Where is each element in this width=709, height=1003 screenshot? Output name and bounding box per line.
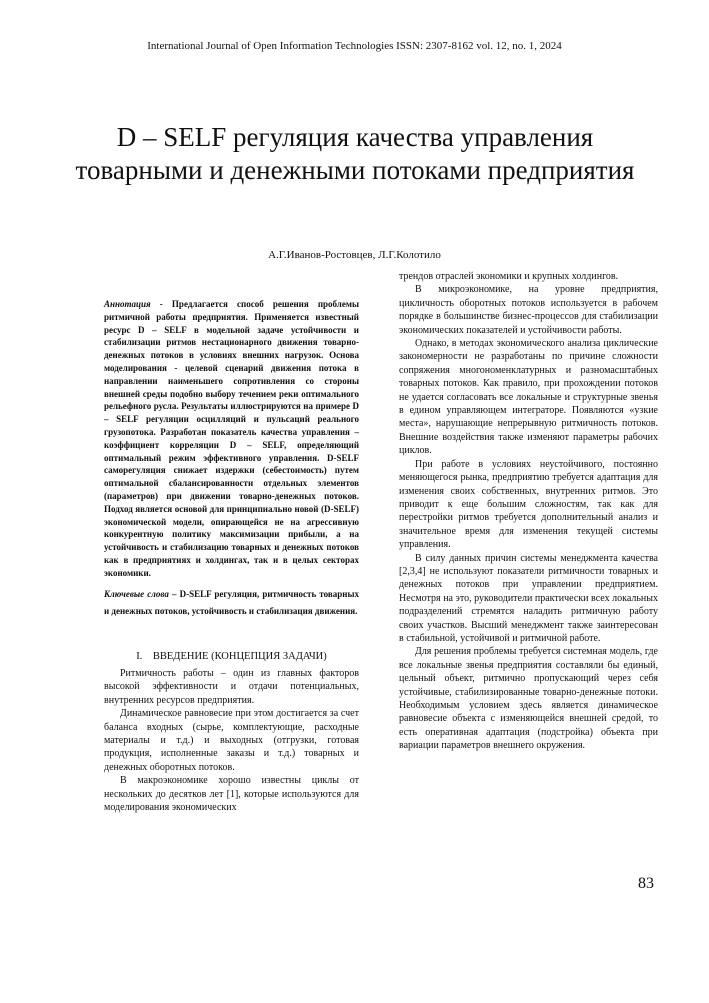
abstract xyxy=(104,298,359,580)
paragraph: В макроэкономике хорошо известны циклы от нескольких до десятков лет [1], которые используются для моделирования экономических xyxy=(104,775,359,813)
paragraph: Динамическое равновесие при этом достигается за счет баланса входных (сырье, комплектующие, расходные материалы и т.д.) и выходных (отгрузки, готовая продукция, исполненные заказы и т.д.) товарных и денежных оборотных потоков. xyxy=(104,708,359,773)
keywords-label: Ключевые слова xyxy=(104,588,169,599)
paragraph: Для решения проблемы требуется системная модель, где все локальные звенья предприятия составляли бы единый, цельный объект, ритмично пропускающий через себя устойчивые, стабилизированные товарно-денежные потоки. Необходимым условием здесь является динамическое равновесие объекта с изменяющейся внешней средой, то есть оперативная адаптация (подстройка) объекта при вариации параметров внешнего окружения. xyxy=(399,646,658,752)
abstract-label: Аннотация xyxy=(104,299,151,309)
paragraph: В силу данных причин системы менеджмента качества [2,3,4] не используют показатели ритмичности товарных и денежных потоков при управлении предприятием. Несмотря на это, руководители практически всех локальных подразделений стремятся наладить ритмичную работу своих участков. Высший менеджмент также заинтересован в стабильной, устойчивой и ритмичной работе. xyxy=(399,552,658,644)
paragraph: трендов отраслей экономики и крупных холдингов. xyxy=(399,271,619,282)
left-column xyxy=(104,298,359,814)
authors: А.Г.Иванов-Ростовцев, Л.Г.Колотило xyxy=(268,249,441,261)
right-column xyxy=(399,270,658,753)
paragraph: При работе в условиях неустойчивого, постоянно меняющегося рынка, предприятию требуется адаптация для изменения своих собственных, внутренних ритмов. Это приводит к еще большим сложностям, так как для перестройки ритмов требуется дополнительный анализ и значительное время для изменения текущей системы управления. xyxy=(399,458,658,551)
journal-header: International Journal of Open Information Technologies ISSN: 2307-8162 vol. 12, no. 1, 2024 xyxy=(147,40,562,52)
paragraph: Однако, в методах экономического анализа циклические закономерности не разработаны по причине сложности сопряжения многономенклатурных и разномасштабных товарных потоков. Как правило, при прохождении потоков не удается согласовать все локальные и структурные звенья в едином управляющем интеграторе. Появляются «узкие места», нарушающие непрерывную ритмичность потоков. Внешние воздействия также изменяют параметры рабочих циклов. xyxy=(399,338,658,457)
section-heading: I. ВВЕДЕНИЕ (КОНЦЕПЦИЯ ЗАДАЧИ) xyxy=(136,650,327,662)
paragraph: Ритмичность работы – один из главных факторов высокой эффективности и отдачи потенциальных, внутренних ресурсов предприятия. xyxy=(104,667,359,706)
abstract-text: - Предлагается способ решения проблемы ритмичной работы предприятия. Применяется известный ресурс D – SELF в модельной задаче устойчивости и стабилизации ритмов нестационарного движения товарно-денежных потоков в условиях внешних нагрузок. Основа моделирования - целевой сценарий движения потока в направлении наименьшего сопротивления со стороны внешней среды подобно выбору течением реки оптимального рельефного русла. Результаты иллюстрируются на примере D – SELF регуляции осцилляций и пульсаций реального грузопотока. Разработан показатель качества управления – коэффициент корреляции D – SELF, определяющий оптимальный режим эффективного управления. D-SELF саморегуляция снижает издержки (себестоимость) путем оптимальной сбалансированности отдельных элементов (параметров) при движении товарно-денежных потоков. Подход является основой для принципиально новой (D-SELF) экономической модели, опирающейся не на агрессивную конкурентную политику максимизации прибыли, а на устойчивость и стабилизацию товарных и денежных потоков как в предприятиях и холдингах, так и в целых секторах экономики. xyxy=(104,299,359,578)
paper-title: D – SELF регуляция качества управления товарными и денежными потоками предприятия xyxy=(75,122,635,185)
keywords-text: – D-SELF регуляция, ритмичность товарных и денежных потоков, устойчивость и стабилизация движения. xyxy=(104,588,359,616)
keywords xyxy=(104,586,359,620)
paragraph: В микроэкономике, на уровне предприятия, цикличность оборотных потоков используется в рабочем порядке в большинстве бизнес-процессов для стабилизации экономических показателей и устойчивости работы. xyxy=(399,284,658,336)
page-number: 83 xyxy=(638,875,654,892)
